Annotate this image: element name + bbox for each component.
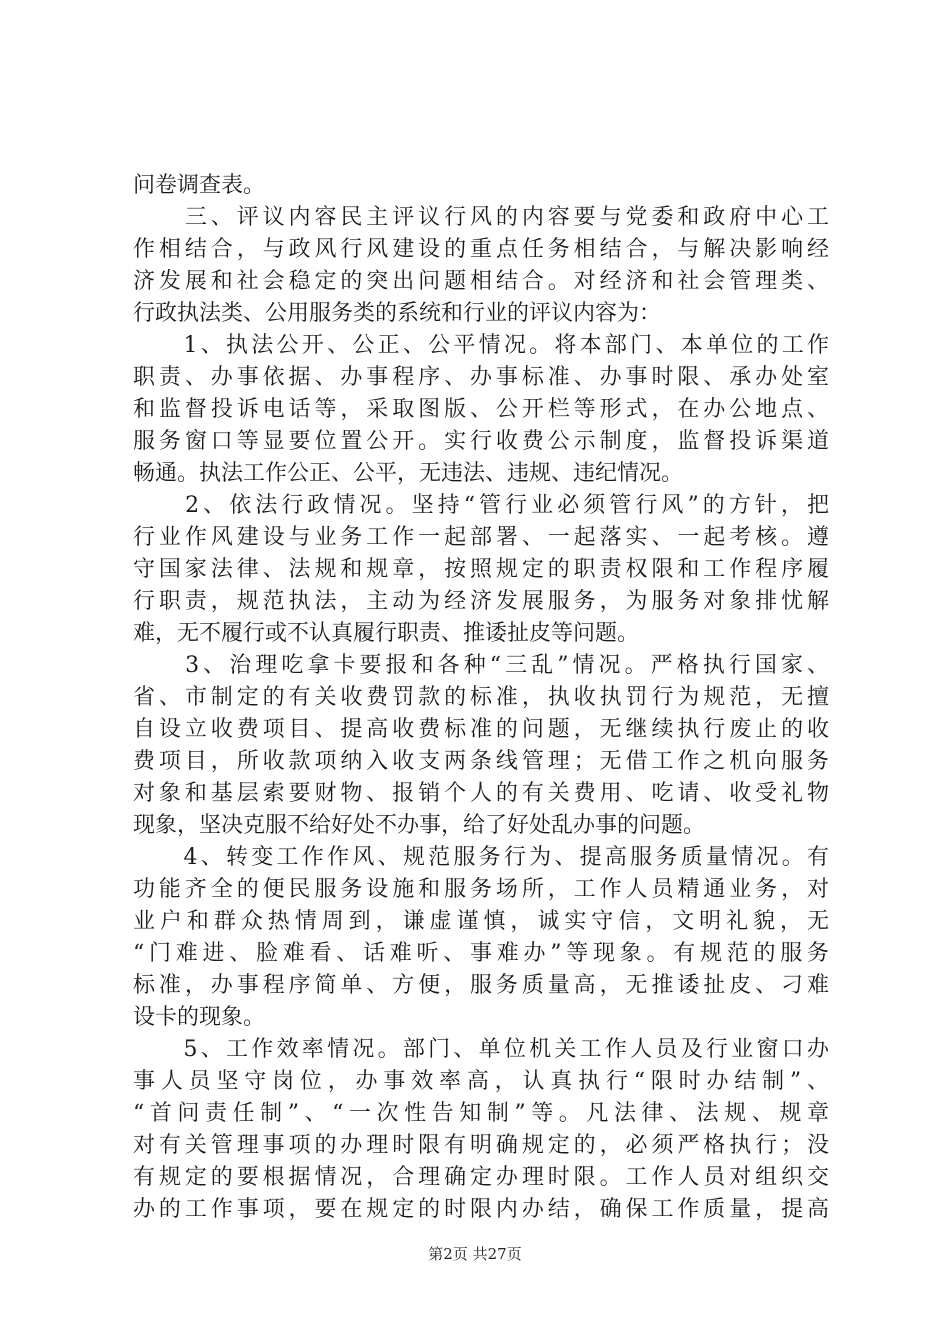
text-line: 现象，坚决克服不给好处不办事，给了好处乱办事的问题。 <box>133 813 706 838</box>
text-line: 对象和基层索要财物、报销个人的有关费用、吃请、收受礼物 <box>133 781 829 806</box>
text-line: 守国家法律、法规和规章，按照规定的职责权限和工作程序履 <box>133 557 829 582</box>
text-line: 事人员坚守岗位，办事效率高，认真执行“限时办结制”、 <box>133 1069 829 1094</box>
page-number-footer: 第2页 共27页 <box>428 1245 522 1263</box>
text-line: 问卷调查表。 <box>133 173 266 198</box>
text-line: 办的工作事项，要在规定的时限内办结，确保工作质量，提高 <box>133 1197 829 1222</box>
text-line: 业户和群众热情周到，谦虚谨慎，诚实守信，文明礼貌，无 <box>133 909 829 934</box>
text-line: 服务窗口等显要位置公开。实行收费公示制度，监督投诉渠道 <box>133 429 829 454</box>
text-line: 作相结合，与政风行风建设的重点任务相结合，与解决影响经 <box>133 237 829 262</box>
text-line: 职责、办事依据、办事程序、办事标准、办事时限、承办处室 <box>133 365 829 390</box>
text-line: 2、依法行政情况。坚持“管行业必须管行风”的方针，把 <box>133 493 829 518</box>
text-line: 费项目，所收款项纳入收支两条线管理；无借工作之机向服务 <box>133 749 829 774</box>
text-line: 设卡的现象。 <box>133 1005 266 1030</box>
text-line: 济发展和社会稳定的突出问题相结合。对经济和社会管理类、 <box>133 269 829 294</box>
text-line: 行政执法类、公用服务类的系统和行业的评议内容为： <box>133 301 662 326</box>
text-line: 三、评议内容民主评议行风的内容要与党委和政府中心工 <box>133 205 829 230</box>
text-line: “首问责任制”、“一次性告知制”等。凡法律、法规、规章 <box>133 1101 829 1126</box>
text-line: 4、转变工作作风、规范服务行为、提高服务质量情况。有 <box>133 845 829 870</box>
text-line: 和监督投诉电话等，采取图版、公开栏等形式，在办公地点、 <box>133 397 829 422</box>
text-line: 畅通。执法工作公正、公平，无违法、违规、违纪情况。 <box>133 461 684 486</box>
text-line: 行职责，规范执法，主动为经济发展服务，为服务对象排忧解 <box>133 589 829 614</box>
text-line: 1、执法公开、公正、公平情况。将本部门、本单位的工作 <box>133 333 829 358</box>
text-line: 3、治理吃拿卡要报和各种“三乱”情况。严格执行国家、 <box>133 653 829 678</box>
text-line: 难，无不履行或不认真履行职责、推诿扯皮等问题。 <box>133 621 640 646</box>
text-line: 功能齐全的便民服务设施和服务场所，工作人员精通业务，对 <box>133 877 829 902</box>
text-line: 5、工作效率情况。部门、单位机关工作人员及行业窗口办 <box>133 1037 829 1062</box>
text-line: 省、市制定的有关收费罚款的标准，执收执罚行为规范，无擅 <box>133 685 829 710</box>
text-line: 行业作风建设与业务工作一起部署、一起落实、一起考核。遵 <box>133 525 829 550</box>
text-line: 有规定的要根据情况，合理确定办理时限。工作人员对组织交 <box>133 1165 829 1190</box>
text-line: 对有关管理事项的办理时限有明确规定的，必须严格执行；没 <box>133 1133 829 1158</box>
text-line: 自设立收费项目、提高收费标准的问题，无继续执行废止的收 <box>133 717 829 742</box>
text-line: “门难进、脸难看、话难听、事难办”等现象。有规范的服务 <box>133 941 829 966</box>
document-body <box>133 170 829 1226</box>
text-line: 标准，办事程序简单、方便，服务质量高，无推诿扯皮、刁难 <box>133 973 829 998</box>
